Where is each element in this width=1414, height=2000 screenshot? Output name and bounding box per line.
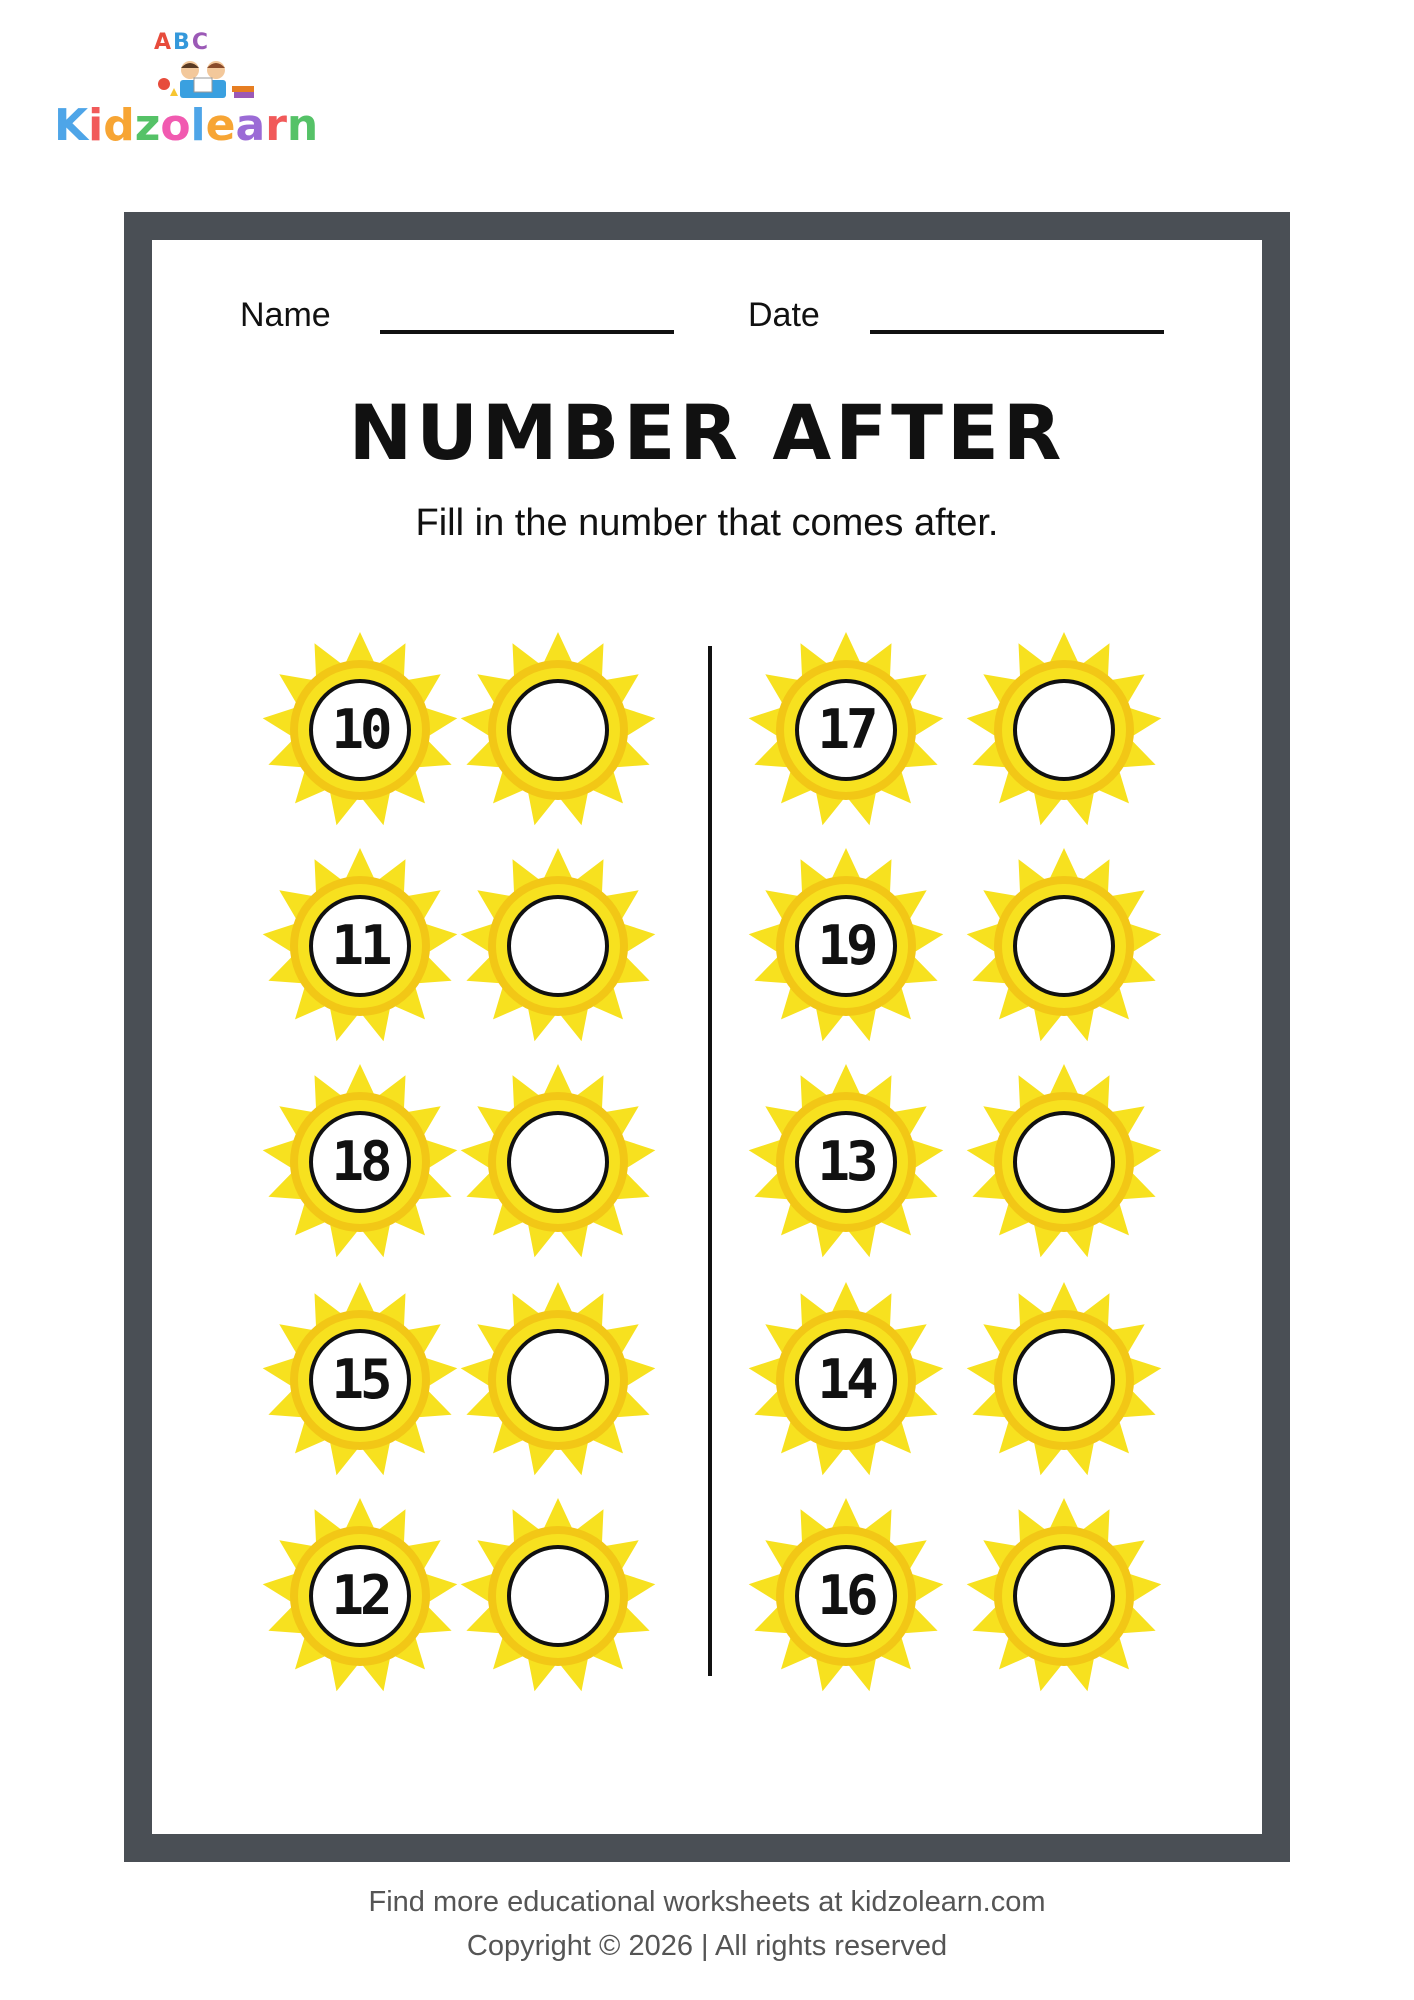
given-number-sun [260, 1496, 460, 1696]
sun-icon [964, 1496, 1164, 1696]
given-number-sun [260, 1062, 460, 1262]
answer-sun[interactable] [458, 1496, 658, 1696]
given-number-sun [746, 1496, 946, 1696]
given-number: 14 [817, 1348, 875, 1411]
answer-sun[interactable] [964, 630, 1164, 830]
given-number: 15 [331, 1348, 389, 1411]
footer-copyright: Copyright © 2026 | All rights reserved [466, 1930, 948, 1962]
given-number-sun [260, 1280, 460, 1480]
given-number-sun [746, 846, 946, 1046]
answer-circle[interactable] [1015, 897, 1113, 995]
given-number: 17 [817, 698, 875, 761]
given-number: 12 [331, 1564, 389, 1627]
answer-circle[interactable] [1015, 1113, 1113, 1211]
logo-wordmark: Kidzolearn [54, 100, 319, 151]
answer-sun[interactable] [458, 630, 658, 830]
answer-circle[interactable] [509, 1113, 607, 1211]
given-number: 19 [817, 914, 875, 977]
answer-circle[interactable] [509, 897, 607, 995]
sun-icon [458, 1280, 658, 1480]
logo-abc-letters: ABC [154, 30, 210, 55]
answer-sun[interactable] [458, 846, 658, 1046]
given-number-sun [746, 1280, 946, 1480]
sun-icon [964, 846, 1164, 1046]
sun-icon [458, 1062, 658, 1262]
given-number: 13 [817, 1130, 875, 1193]
answer-sun[interactable] [458, 1062, 658, 1262]
footer-link-text: Find more educational worksheets at kidzolearn.com [368, 1886, 1046, 1918]
answer-sun[interactable] [964, 1280, 1164, 1480]
sun-icon [964, 1280, 1164, 1480]
answer-sun[interactable] [458, 1280, 658, 1480]
given-number-sun [260, 630, 460, 830]
answer-circle[interactable] [1015, 681, 1113, 779]
given-number-sun [746, 1062, 946, 1262]
sun-icon [458, 630, 658, 830]
answer-circle[interactable] [509, 1331, 607, 1429]
given-number: 16 [817, 1564, 875, 1627]
answer-sun[interactable] [964, 1496, 1164, 1696]
sun-icon [964, 630, 1164, 830]
answer-circle[interactable] [1015, 1331, 1113, 1429]
answer-circle[interactable] [509, 1547, 607, 1645]
given-number: 11 [331, 914, 389, 977]
answer-circle[interactable] [509, 681, 607, 779]
sun-icon [964, 1062, 1164, 1262]
sun-icon [458, 1496, 658, 1696]
answer-circle[interactable] [1015, 1547, 1113, 1645]
date-label: Date [748, 296, 820, 334]
given-number-sun [746, 630, 946, 830]
given-number: 18 [331, 1130, 389, 1193]
given-number: 10 [331, 698, 389, 761]
worksheet-title: NUMBER AFTER [348, 388, 1066, 477]
sun-icon [458, 846, 658, 1046]
worksheet-instructions: Fill in the number that comes after. [415, 502, 999, 544]
given-number-sun [260, 846, 460, 1046]
name-label: Name [240, 296, 331, 334]
answer-sun[interactable] [964, 846, 1164, 1046]
answer-sun[interactable] [964, 1062, 1164, 1262]
